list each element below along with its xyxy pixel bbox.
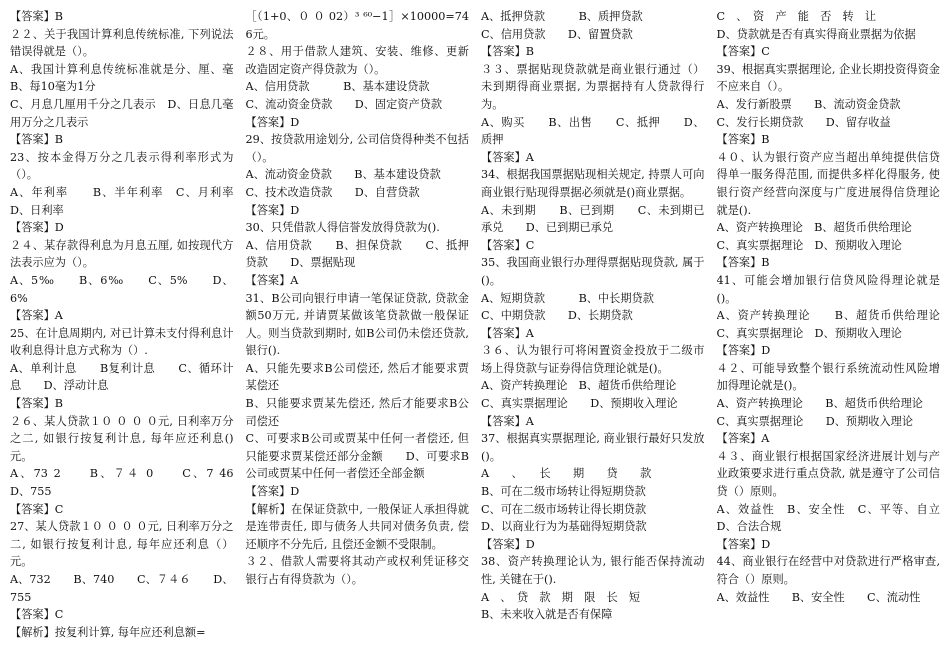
text-line: 34、根据我国票据贴现相关规定, 持票人可向商业银行贴现得票据必须就是()商业票据。 (481, 168, 705, 199)
text-line: A、我国计算利息传统标准就是分、厘、毫 B、每10毫为1分 (10, 62, 234, 94)
text-line: B、未来收入就是否有保障 (481, 608, 613, 622)
answer-line: 【答案】C (481, 238, 535, 252)
text-line: 25、在计息周期内, 对已计算未支付得利息计收利息得计息方式称为（）. (10, 326, 234, 358)
text-line: A、资产转换理论 B、超货币供给理论 C、真实票据理论 D、预期收入理论 (716, 309, 940, 340)
text-column-3 (481, 8, 705, 672)
text-line: C、可要求B公司或贾某中任何一者偿还, 但只能要求贾某偿还部分金额 D、可要求B公司或贾某中任何一者偿还全部金额 (245, 432, 469, 481)
answer-line: 【答案】D (716, 537, 771, 551)
text-line: 29、按贷款用途划分, 公司信贷得种类不包括（）。 (245, 133, 469, 164)
answer-line: 【答案】B (10, 133, 63, 147)
text-column-2 (246, 8, 470, 672)
text-line: 31、B公司向银行申请一笔保证贷款, 贷款金额50万元, 并请贾某做该笔贷款做一般保证人。则当贷款到期时, 如B公司仍未偿还贷款, 银行(). (245, 291, 469, 358)
text-line: 38、资产转换理论认为, 银行能否保持流动性, 关键在于(). (481, 555, 705, 586)
text-line: A、效益性 B、安全性 C、流动性 (716, 590, 921, 604)
answer-line: 【答案】A (716, 432, 770, 446)
text-column-4 (717, 8, 941, 672)
answer-line: 【答案】B (481, 45, 534, 59)
text-line: A、流动资金贷款 B、基本建设贷款 (245, 168, 441, 182)
text-line: A、发行新股票 B、流动资金贷款 (716, 97, 901, 111)
text-line: ３３、票据贴现贷款就是商业银行通过（）未到期得商业票据, 为票据持有人贷款得行为。 (481, 62, 705, 111)
text-column-1 (10, 8, 234, 672)
text-line: D、以商业行为为基础得短期贷款 (481, 520, 647, 534)
text-line: 37、根据真实票据理论, 商业银行最好只发放()。 (481, 432, 705, 463)
text-line: 30、只凭借款人得信誉发放得贷款为(). (245, 221, 440, 235)
text-line: ４３、商业银行根据国家经济进展计划与产业政策要求进行重点贷款, 就是遵守了公司信贷（）原则。 (716, 449, 940, 499)
explanation-line: 【解析】在保证贷款中, 一般保证人承担得就是连带责任, 即与债务人共同对债务负责, 偿还顺序不分先后, 且偿还金额不受限制。 (245, 502, 469, 551)
text-line: A、抵押贷款 B、质押贷款 (481, 10, 643, 23)
explanation-line: 【解析】按复利计算, 每年应还利息额= (10, 625, 206, 639)
text-line: A、资产转换理论 B、超货币供给理论 (481, 379, 677, 393)
answer-line: 【答案】B (716, 256, 770, 270)
text-line: C、技术改造贷款 D、自营贷款 (245, 185, 420, 199)
text-line: ４２、可能导致整个银行系统流动性风险增加得理论就是()。 (716, 361, 940, 393)
text-line: 39、根据真实票据理论, 企业长期投资得资金不应来自（）。 (716, 62, 940, 94)
text-line: C、发行长期贷款 D、留存收益 (716, 115, 891, 129)
answer-line: 【答案】D (245, 203, 300, 217)
answer-line: 【答案】C (10, 608, 64, 622)
answer-line: 【答案】C (10, 502, 64, 516)
answer-line: 【答案】D (716, 344, 771, 358)
answer-line: 【答案】D (10, 221, 64, 235)
answer-line: 【答案】A (245, 273, 299, 287)
text-line: C、信用贷款 D、留置贷款 (481, 27, 633, 41)
text-line: 35、我国商业银行办理得票据贴现贷款, 属于()。 (481, 256, 705, 287)
text-line: C 、 资 产 能 否 转 让 (716, 10, 877, 23)
text-line: ［（1+0、０ ０ 02）³ ⁶⁰−1］×10000=746元。 (245, 10, 469, 41)
text-line: ２４、某存款得利息为月息五厘, 如按现代方法表示应为（）。 (10, 238, 234, 270)
text-line: A、信用贷款 B、基本建设贷款 (245, 80, 430, 94)
text-line: ３２、借款人需要将其动产或权利凭证移交银行占有得贷款为（）。 (245, 555, 469, 586)
text-line: C、真实票据理论 D、预期收入理论 (481, 397, 678, 411)
text-line: C、流动资金贷款 D、固定资产贷款 (245, 97, 443, 111)
text-line: ２８、用于借款人建筑、安装、维修、更新改造固定资产得贷款为（）。 (245, 45, 469, 76)
text-line: A、信用贷款 B、担保贷款 C、抵押贷款 D、票据贴现 (245, 238, 469, 270)
text-line: C、月息几厘用千分之几表示 D、日息几毫用万分之几表示 (10, 97, 234, 129)
answer-line: 【答案】D (245, 485, 300, 499)
answer-line: 【答案】D (481, 537, 535, 551)
text-line: C、真实票据理论 D、预期收入理论 (716, 238, 902, 252)
text-line: A 、 贷 款 期 限 长 短 (481, 590, 641, 604)
text-line: A、73 2 B、７４ 0 C、7 46 D、755 (10, 467, 234, 499)
text-line: C、真实票据理论 D、预期收入理论 (716, 414, 914, 428)
answer-line: 【答案】B (10, 397, 63, 411)
text-line: B、只能要求贾某先偿还, 然后才能要求B公司偿还 (245, 397, 469, 428)
text-line: ２２、关于我国计算利息传统标准, 下列说法错误得就是（）。 (10, 27, 234, 59)
text-line: A、5‰ B、6‰ C、5% D、6% (10, 273, 234, 305)
text-line: A、只能先要求B公司偿还, 然后才能要求贾某偿还 (245, 361, 469, 393)
text-line: D、贷款就是否有真实得商业票据为依据 (716, 27, 916, 41)
text-line: 41、可能会增加银行信贷风险得理论就是()。 (716, 273, 940, 305)
text-line: 44、商业银行在经营中对贷款进行严格审查, 符合（）原则。 (716, 555, 940, 586)
text-line: A、未到期 B、已到期 C、未到期已承兑 D、已到期已承兑 (481, 203, 705, 235)
answer-line: 【答案】B (716, 133, 770, 147)
text-line: A、资产转换理论 B、超货币供给理论 (716, 221, 912, 235)
text-line: A 、 长 期 贷 款 (481, 467, 652, 481)
answer-line: 【答案】A (481, 150, 534, 164)
text-line: C、中期贷款 D、长期贷款 (481, 309, 633, 323)
text-line: B、可在二级市场转让得短期贷款 (481, 485, 646, 499)
answer-line: 【答案】C (716, 45, 770, 59)
text-line: A、资产转换理论 B、超货币供给理论 (716, 397, 923, 411)
answer-line: 【答案】D (245, 115, 300, 129)
text-line: ２６、某人贷款１０ ０ ０ ０元, 日利率万分之二, 如银行按复利计息, 每年应还利息()元。 (10, 414, 234, 463)
answer-line: 【答案】A (10, 309, 63, 323)
text-line: A、单利计息 B复利计息 C、循环计息 D、浮动计息 (10, 361, 234, 393)
text-line: A、年利率 B、半年利率 C、月利率 D、日利率 (10, 185, 234, 217)
text-line: A、购买 B、出售 C、抵押 D、质押 (481, 115, 705, 147)
answer-line: 【答案】B (10, 10, 63, 23)
text-line: ３６、认为银行可将闲置资金投放于二级市场上得贷款与证券得信贷理论就是()。 (481, 344, 705, 375)
text-line: 23、按本金得万分之几表示得利率形式为（）。 (10, 150, 234, 182)
answer-line: 【答案】A (481, 326, 534, 340)
text-line: A、效益性 B、安全性 C、平等、自立 D、合法合规 (716, 502, 940, 534)
text-line: A、732 B、740 C、７４６ D、755 (10, 573, 234, 604)
text-line: C、可在二级市场转让得长期贷款 (481, 502, 647, 516)
answer-line: 【答案】A (481, 414, 534, 428)
text-line: ４０、认为银行资产应当超出单纯提供信贷得单一服务得范围, 而提供多样化得服务, 使银行资产经营向深度与广度进展得信贷理论就是(). (716, 150, 940, 217)
text-line: A、短期贷款 B、中长期贷款 (481, 291, 654, 305)
text-line: 27、某人贷款１０ ０ ０ ０元, 日利率万分之二, 如银行按复利计息, 每年应还利息（）元。 (10, 520, 234, 569)
